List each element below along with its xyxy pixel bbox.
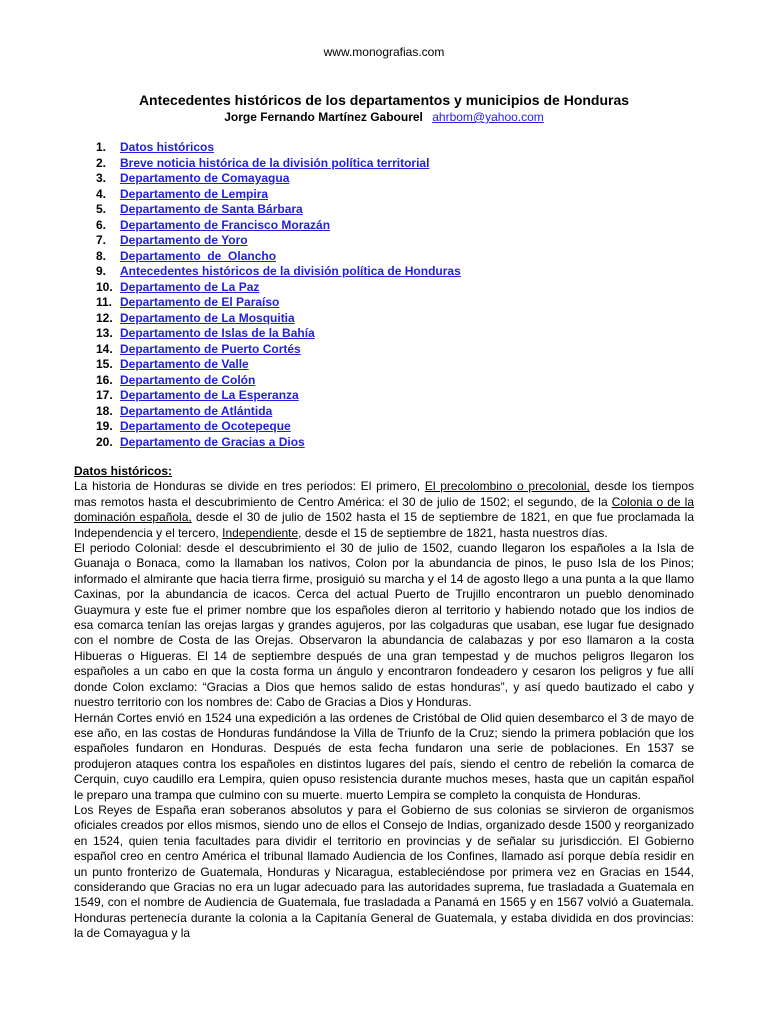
toc-number: 17. — [96, 388, 113, 402]
text-run: La historia de Honduras se divide en tres periodos: El primero, — [74, 479, 425, 494]
toc-link[interactable]: Departamento de Ocotepeque — [120, 419, 291, 433]
toc-link[interactable]: Departamento de Francisco Morazán — [120, 217, 331, 232]
text-run: desde el 30 de julio de 1502 hasta el 15 de septiembre de 1821, en que fue proclamada la Independencia y el tercero, — [74, 510, 695, 540]
site-header: www.monografias.com — [323, 45, 445, 59]
toc-number: 20. — [96, 434, 113, 449]
toc-item — [96, 187, 461, 203]
toc-number: 15. — [96, 357, 113, 371]
toc-number: 16. — [96, 372, 113, 387]
toc-item — [96, 233, 461, 249]
toc-item — [96, 171, 461, 187]
toc-number: 6. — [96, 217, 107, 232]
toc-number: 5. — [96, 202, 107, 216]
toc-link[interactable]: Antecedentes históricos de la división política de Honduras — [120, 264, 461, 278]
toc-link[interactable]: Departamento de Colón — [120, 372, 256, 387]
toc-item — [96, 357, 461, 373]
text-run: desde los tiempos mas remotos hasta el descubrimiento de Centro América: el 30 de julio de 1502; el segundo, de la — [74, 479, 694, 509]
toc-number: 3. — [96, 171, 107, 185]
toc-item — [96, 419, 461, 435]
toc-item — [96, 342, 461, 358]
paragraph: Los Reyes de España eran soberanos absolutos y para el Gobierno de sus colonias se sirvieron de organismos oficiales creados por ellos mismos, siendo uno de ellos el Consejo de Indias, organizado desde 1500 y reorganizado en 1524, quien tenia facultades para dividir el territorio en provincias y de señalar su jurisdicción. El Gobierno español creo en centro América el tribunal llamado Audiencia de los Confines, llamado así porque debía residir en un punto fronterizo de Guatemala, Honduras y Nicaragua, estableciéndose por primera vez en Gracias en 1544, considerando que Gracias no era un lugar adecuado para las autoridades suprema, fue trasladada a Guatemala en 1549, con el nombre de Audiencia de Guatemala, fue trasladada a Panamá en 1565 y en 1567 volvió a Guatemala. Honduras pertenecía durante la colonia a la Capitanía General de Guatemala, y estaba dividida en dos provincias: la de Comayagua y la — [74, 802, 694, 941]
underlined-term: El precolombino o precolonial, — [424, 479, 590, 494]
document-title: Antecedentes históricos de los departamentos y municipios de Honduras — [138, 92, 630, 108]
toc-item — [96, 249, 461, 265]
toc-link[interactable]: Departamento de Comayagua — [120, 171, 290, 185]
toc-item — [96, 326, 461, 342]
toc-item — [96, 311, 461, 327]
toc-item — [96, 435, 461, 451]
toc-number: 8. — [96, 248, 107, 263]
author-name: Jorge Fernando Martínez Gabourel — [224, 110, 423, 124]
author-email-link[interactable]: ahrbom@yahoo.com — [432, 110, 544, 124]
toc-item — [96, 140, 461, 156]
toc-number: 11. — [96, 295, 113, 309]
toc-number: 12. — [96, 310, 113, 325]
section-datos-historicos — [74, 464, 694, 942]
toc-number: 10. — [96, 279, 113, 294]
text-run: desde el 15 de septiembre de 1821, hasta nuestros días. — [301, 525, 608, 540]
toc-link[interactable]: Breve noticia histórica de la división política territorial — [120, 155, 430, 170]
toc-item — [96, 388, 461, 404]
toc-link[interactable]: Departamento de Olancho — [120, 248, 277, 263]
toc-number: 13. — [96, 326, 113, 340]
toc-link[interactable]: Departamento de Lempira — [120, 186, 269, 201]
toc-link[interactable]: Departamento de Valle — [120, 357, 249, 371]
toc-number: 14. — [96, 341, 113, 356]
toc-item — [96, 404, 461, 420]
toc-number: 7. — [96, 233, 107, 247]
toc-item — [96, 373, 461, 389]
toc-link[interactable]: Departamento de La Mosquitia — [120, 310, 295, 325]
toc-item — [96, 264, 461, 280]
underlined-term: Independiente, — [222, 525, 302, 540]
paragraph — [74, 479, 694, 541]
toc-item — [96, 156, 461, 172]
toc-link[interactable]: Departamento de Yoro — [120, 233, 248, 247]
toc-number: 18. — [96, 403, 113, 418]
toc-number: 1. — [96, 140, 107, 154]
toc-link[interactable]: Departamento de La Paz — [120, 279, 260, 294]
toc-link[interactable]: Datos históricos — [120, 140, 215, 154]
toc-number: 4. — [96, 186, 107, 201]
toc-item — [96, 295, 461, 311]
toc-link[interactable]: Departamento de Santa Bárbara — [120, 202, 303, 216]
toc-link[interactable]: Departamento de Atlántida — [120, 403, 273, 418]
toc-number: 9. — [96, 264, 107, 278]
toc-link[interactable]: Departamento de Islas de la Bahía — [120, 326, 315, 340]
underlined-term: Colonia o de la dominación española, — [74, 494, 694, 525]
toc-number: 19. — [96, 419, 113, 433]
author-line — [0, 110, 768, 124]
section-heading: Datos históricos: — [74, 464, 173, 478]
toc-item — [96, 218, 461, 234]
toc-item — [96, 202, 461, 218]
paragraph: Hernán Cortes envió en 1524 una expedición a las ordenes de Cristóbal de Olid quien desembarco el 3 de mayo de ese año, en las costas de Honduras fundándose la Villa de Triunfo de la Cruz; siendo la primera población que los españoles fundaron en Honduras. Después de esta fecha fundaron una serie de poblaciones. En 1537 se produjeron ataques contra los españoles en distintos lugares del país, siendo el centro de rebelión la comarca de Cerquin, cuyo caudillo era Lempira, quien opuso resistencia durante muchos meses, hasta que un capitán español le preparo una trampa que culmino con su muerte. muerto Lempira se completo la conquista de Honduras. — [74, 710, 694, 802]
toc-link[interactable]: Departamento de Puerto Cortés — [120, 341, 301, 356]
toc-link[interactable]: Departamento de El Paraíso — [120, 295, 280, 309]
toc-link[interactable]: Departamento de La Esperanza — [120, 388, 299, 402]
toc-link[interactable]: Departamento de Gracias a Dios — [120, 434, 305, 449]
toc-number: 2. — [96, 155, 107, 170]
table-of-contents — [96, 140, 461, 450]
paragraph: El periodo Colonial: desde el descubrimiento el 30 de julio de 1502, cuando llegaron los españoles a la Isla de Guanaja o Bonaca, como la llamaban los nativos, Colon por la abundancia de pinos, le puso Isla de los Pinos; informado el almirante que hacia tierra firme, prosiguió su marcha y el 14 de agosto llego a una punta a la que llamo Caxinas, por la abundancia de icacos. Cerca del actual Puerto de Trujillo encontraron un pueblo denominado Guaymura y este fue el primer nombre que los españoles dieron al territorio y habiendo notado que los indios de esa comarca tenían las orejas largas y grandes agujeros, por las colgaduras que usaban, ese lugar fue designado con el nombre de Costa de las Orejas. Observaron la abundancia de calabazas y por eso llamaron a la costa Hibueras o Higueras. El 14 de septiembre después de una gran tempestad y de muchos peligros llegaron los españoles a un cabo en que la costa forma un ángulo y encontraron fondeadero y cesaron los peligros y fue allí donde Colon exclamo: “Gracias a Dios que hemos salido de estas honduras”, y así quedo bautizado el cabo y nuestro territorio con los nombres de: Cabo de Gracias a Dios y Honduras. — [74, 541, 694, 710]
toc-item — [96, 280, 461, 296]
